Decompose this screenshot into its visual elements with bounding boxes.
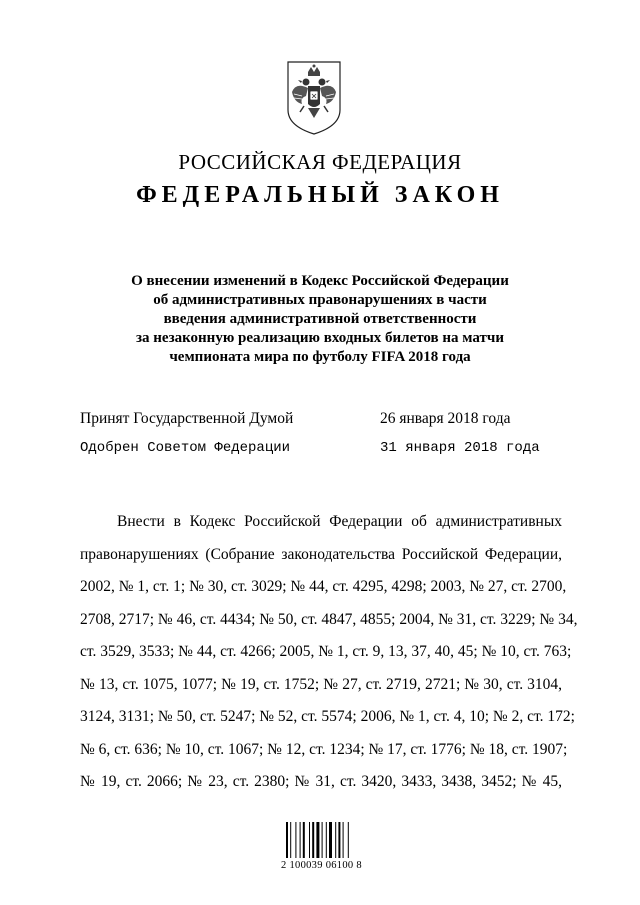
barcode-icon xyxy=(285,822,365,860)
law-title-line: чемпионата мира по футболу FIFA 2018 года xyxy=(169,349,471,365)
country-name: РОССИЙСКАЯ ФЕДЕРАЦИЯ xyxy=(178,150,462,174)
body-line: № 19, ст. 2066; № 23, ст. 2380; № 31, ст. 3420, 3433, 3438, 3452; № 45, xyxy=(80,773,562,790)
duma-adoption-label: Принят Государственной Думой xyxy=(80,410,294,427)
law-type-heading: ФЕДЕРАЛЬНЫЙ ЗАКОН xyxy=(136,182,504,208)
law-title xyxy=(95,272,545,367)
emblem-icon xyxy=(284,58,344,138)
law-title-line: О внесении изменений в Кодекс Российской Федерации xyxy=(131,273,509,289)
law-body-paragraph xyxy=(80,506,578,799)
body-line: 2002, № 1, ст. 1; № 30, ст. 3029; № 44, ст. 4295, 4298; 2003, № 27, ст. 2700, xyxy=(80,578,567,595)
body-line: № 6, ст. 636; № 10, ст. 1067; № 12, ст. 1234; № 17, ст. 1776; № 18, ст. 1907; xyxy=(80,740,568,758)
council-approval-date: 31 января 2018 года xyxy=(380,440,540,456)
body-line: правонарушениях (Собрание законодательства Российской Федерации, xyxy=(80,545,562,563)
body-line: 3124, 3131; № 50, ст. 5247; № 52, ст. 5574; 2006, № 1, ст. 4, 10; № 2, ст. 172; xyxy=(80,708,575,725)
body-line: № 13, ст. 1075, 1077; № 19, ст. 1752; № 27, ст. 2719, 2721; № 30, ст. 3104, xyxy=(80,675,562,693)
council-approval-label: Одобрен Советом Федерации xyxy=(80,440,291,456)
body-line: ст. 3529, 3533; № 44, ст. 4266; 2005, № 1, ст. 9, 13, 37, 40, 45; № 10, ст. 763; xyxy=(80,643,572,660)
law-title-line: за незаконную реализацию входных билетов на матчи xyxy=(135,330,504,346)
barcode-number: 2 100039 06100 8 xyxy=(281,860,362,871)
law-title-line: введения административной ответственности xyxy=(163,311,477,327)
body-line: 2708, 2717; № 46, ст. 4434; № 50, ст. 4847, 4855; 2004, № 31, ст. 3229; № 34, xyxy=(80,610,578,628)
duma-adoption-date: 26 января 2018 года xyxy=(380,410,511,427)
barcode xyxy=(281,822,365,874)
body-line: Внести в Кодекс Российской Федерации об административных xyxy=(117,513,562,530)
law-title-line: об административных правонарушениях в части xyxy=(153,292,487,308)
